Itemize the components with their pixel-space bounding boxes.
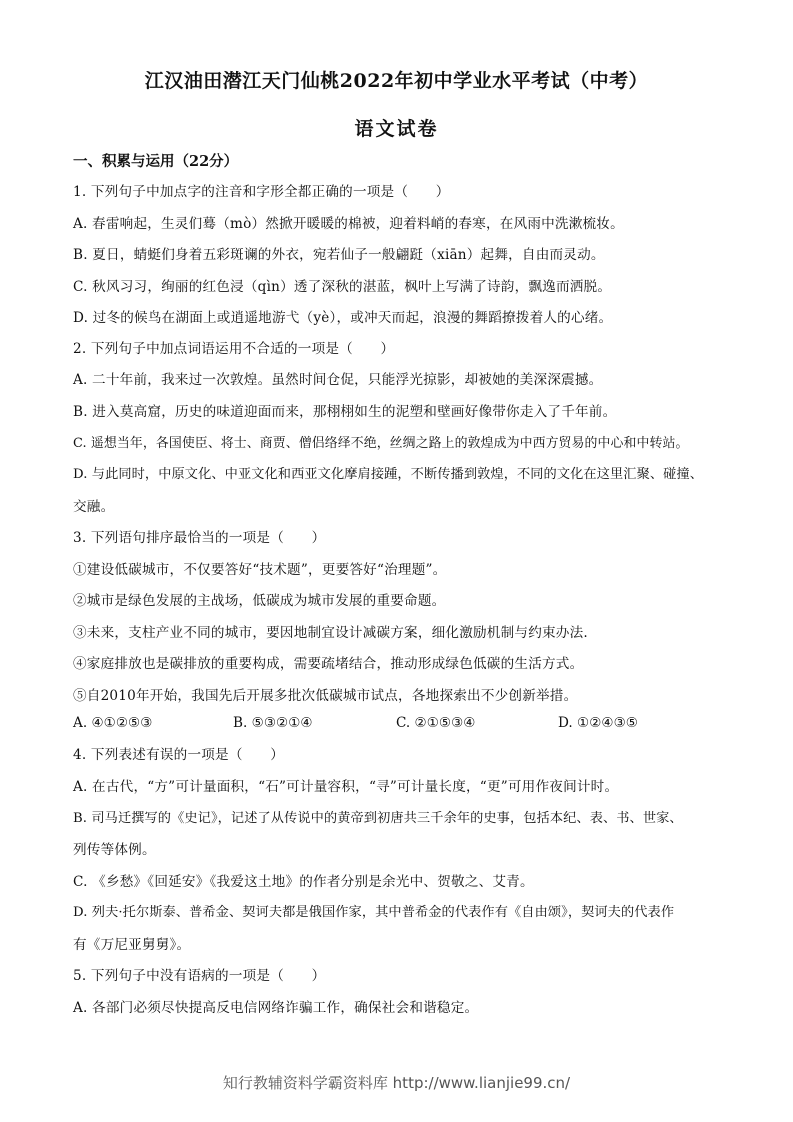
q2-stem: 2. 下列句子中加点词语运用不合适的一项是（ ） (73, 341, 395, 357)
q4-option-d-line2: 有《万尼亚舅舅》。 (73, 937, 191, 953)
q3-stem: 3. 下列语句排序最恰当的一项是（ ） (73, 530, 326, 546)
q5-option-a: A. 各部门必须尽快提高反电信网络诈骗工作，确保社会和谐稳定。 (73, 1000, 479, 1016)
q4-option-b-line1: B. 司马迁撰写的《史记》，记述了从传说中的黄帝到初唐共三千余年的史事，包括本纪、表、书、世家、 (73, 811, 683, 826)
q2-option-a: A. 二十年前，我来过一次敦煌。虽然时间仓促，只能浮光掠影，却被她的美深深震撼。 (73, 372, 603, 388)
section-heading: 一、积累与运用（22分） (73, 153, 239, 170)
q2-option-c: C. 遥想当年，各国使臣、将士、商贾、僧侣络绎不绝，丝绸之路上的敦煌成为中西方贸易的中心和中转站。 (73, 436, 689, 451)
q1-option-d: D. 过冬的候鸟在湖面上或逍遥地游弋（yè），或冲天而起，浪漫的舞蹈撩拨着人的心绪。 (73, 310, 613, 326)
q3-option-d: D. ①②④③⑤ (558, 715, 638, 731)
exam-title: 江汉油田潜江天门仙桃2022年初中学业水平考试（中考） (144, 70, 649, 92)
q1-option-a: A. 春雷响起，生灵们蓦（mò）然掀开暖暖的棉被，迎着料峭的春寒，在风雨中洗漱梳妆。 (73, 216, 624, 232)
q3-option-c: C. ②①⑤③④ (396, 715, 476, 731)
q3-sentence-2: ②城市是绿色发展的主战场，低碳成为城市发展的重要命题。 (73, 593, 446, 609)
q4-option-b-line2: 列传等体例。 (73, 842, 156, 858)
q5-stem: 5. 下列句子中没有语病的一项是（ ） (73, 968, 326, 984)
q3-sentence-3: ③未来，支柱产业不同的城市，要因地制宜设计减碳方案，细化激励机制与约束办法. (73, 625, 588, 641)
q2-option-b: B. 进入莫高窟，历史的味道迎面而来，那栩栩如生的泥塑和壁画好像带你走入了千年前。 (73, 404, 617, 420)
q3-option-b: B. ⑤③②①④ (233, 715, 313, 731)
q3-option-a: A. ④①②⑤③ (73, 715, 153, 731)
q1-option-c: C. 秋风习习，绚丽的红色浸（qìn）透了深秋的湛蓝，枫叶上写满了诗韵，飘逸而洒脱。 (73, 279, 612, 295)
q4-stem: 4. 下列表述有误的一项是（ ） (73, 747, 285, 763)
q2-option-d-line2: 交融。 (73, 499, 115, 515)
q3-options (73, 715, 733, 735)
q4-option-a: A. 在古代，“方”可计量面积，“石”可计量容积，“寻”可计量长度，“更”可用作夜间计时。 (73, 779, 619, 795)
exam-subtitle: 语文试卷 (354, 118, 439, 140)
footer-watermark: 知行教辅资料学霸资料库 http://www.lianjie99.cn/ (222, 1074, 571, 1092)
q1-stem: 1. 下列句子中加点字的注音和字形全都正确的一项是（ ） (73, 184, 450, 200)
q4-option-d-line1: D. 列夫·托尔斯泰、普希金、契诃夫都是俄国作家，其中普希金的代表作有《自由颂》，契诃夫的代表作 (73, 905, 675, 920)
q3-sentence-5: ⑤自2010年开始，我国先后开展多批次低碳城市试点，各地探索出不少创新举措。 (73, 688, 578, 704)
q3-sentence-1: ①建设低碳城市，不仅要答好“技术题”，更要答好“治理题”。 (73, 562, 447, 578)
q3-sentence-4: ④家庭排放也是碳排放的重要构成，需要疏堵结合，推动形成绿色低碳的生活方式。 (73, 656, 584, 672)
q1-option-b: B. 夏日，蜻蜓们身着五彩斑谰的外衣，宛若仙子一般翩跹（xiān）起舞，自由而灵动。 (73, 247, 605, 263)
q4-option-c: C. 《乡愁》《回延安》《我爱这土地》的作者分别是余光中、贺敬之、艾青。 (73, 874, 534, 890)
q2-option-d-line1: D. 与此同时，中原文化、中亚文化和西亚文化摩肩接踵，不断传播到敦煌，不同的文化在这里汇聚、碰撞、 (73, 467, 704, 482)
